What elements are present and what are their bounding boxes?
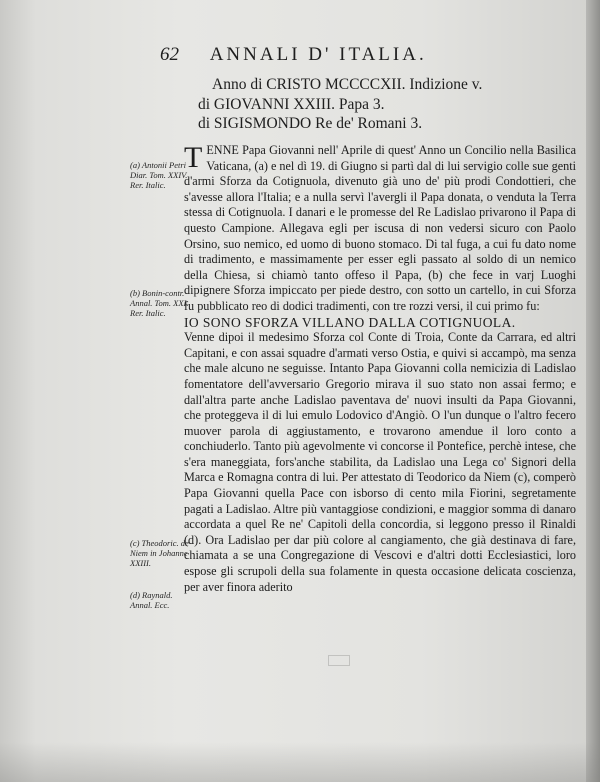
margin-note-c: (c) Theodoric. de Niem in Johanne XXIII. — [130, 538, 189, 568]
running-title: ANNALI D' ITALIA. — [209, 44, 427, 65]
paragraph-1 — [184, 143, 576, 315]
running-head — [160, 44, 560, 66]
paragraph-1-text: ENNE Papa Giovanni nell' Aprile di quest' Anno un Concilio nella Basilica Vaticana, (a) e nel dì 19. di Giugno si partì dal di lui servigio colle sue genti d'armi Sforza da Cotignuola, divenuto già uno de' più prodi Condottieri, che s'avesse allora l'Italia; e a nulla servì l'avergli il Papa donata, o venduta la Terra stessa di Cotignuola. I danari e le promesse del Re Ladislao privarono il Papa di questo Campione. Allegava egli per iscusa di non vedersi sicuro con Paolo Orsino, suo nemico, ed uomo di buono stomaco. Di tal fuga, a cui fu dato nome di tradimento, e massimamente per esser egli passato al soldo di un nemico della Chiesa, si chiamò tanto offeso il Papa, (b) che fece in varj Luoghi dipignere Sforza impiccato per piede destro, con sotto un cartello, in cui Sforza fu pubblicato reo di dodici tradimenti, con tre rozzi versi, il cui primo fu: — [184, 143, 576, 313]
margin-note-d: (d) Raynald. Annal. Ecc. — [130, 590, 173, 610]
page-number: 62 — [160, 44, 179, 65]
heading-line-2: di GIOVANNI XXIII. Papa 3. — [198, 95, 385, 113]
library-stamp — [328, 655, 350, 666]
page-edge-shadow — [586, 0, 600, 782]
year-heading — [188, 75, 568, 134]
margin-note-a: (a) Antonii Petri Diar. Tom. XXIV. Rer. Italic. — [130, 160, 188, 190]
page-bottom-shadow — [0, 742, 600, 782]
motto-line: IO SONO SFORZA VILLANO DALLA COTIGNUOLA. — [184, 314, 516, 330]
paragraph-2: Venne dipoi il medesimo Sforza col Conte di Troia, Conte da Carrara, ed altri Capitani, e con assai squadre d'armati verso Ostia, e quivi si accampò, ma senza che male alcuno ne seguisse. Intanto Papa Giovanni colla nemicizia di Ladislao fomentatore dell'avversario Gregorio mirava il suo stato non assai fermo; e dall'altra parte anche Ladislao paventava de' nuovi insulti da Papa Giovanni, che proteggeva il di lui emulo Lodovico d'Angiò. O l'un dunque o l'altro fecero muover parola di aggiustamento, e trovarono amendue il loro conto a conchiuderlo. Tanto più agevolmente vi concorse il Pontefice, perchè intese, che s'era maneggiata, fors'anche stabilita, da Ladislao una Lega co' Signori della Marca e Romagna contra di lui. Per attestato di Teodorico da Niem (c), comperò Papa Giovanni quella Pace con isborso di cento mila Fiorini, segretamente pagati a Ladislao. Altre più vantaggiose condizioni, e maggior somma di danaro accordata a quel Re ne' Capitoli della concordia, si leggono presso il Rinaldi (d). Ora Ladislao per dar più colore al cangiamento, che già destinava di fare, chiamata a se una Congregazione di Vescovi e d'altri dotti Ecclesiastici, loro espose gli scrupoli della sua folamente in questa occasione delicata coscienza, per aver finora aderito — [184, 330, 576, 594]
heading-line-1: Anno di CRISTO MCCCCXII. Indizione v. — [212, 76, 483, 93]
main-text — [184, 143, 576, 595]
drop-cap: T — [184, 141, 203, 174]
heading-line-3: di SIGISMONDO Re de' Romani 3. — [198, 115, 423, 132]
margin-note-b: (b) Bonin-contr. Annal. Tom. XXI. Rer. Italic. — [130, 288, 189, 318]
